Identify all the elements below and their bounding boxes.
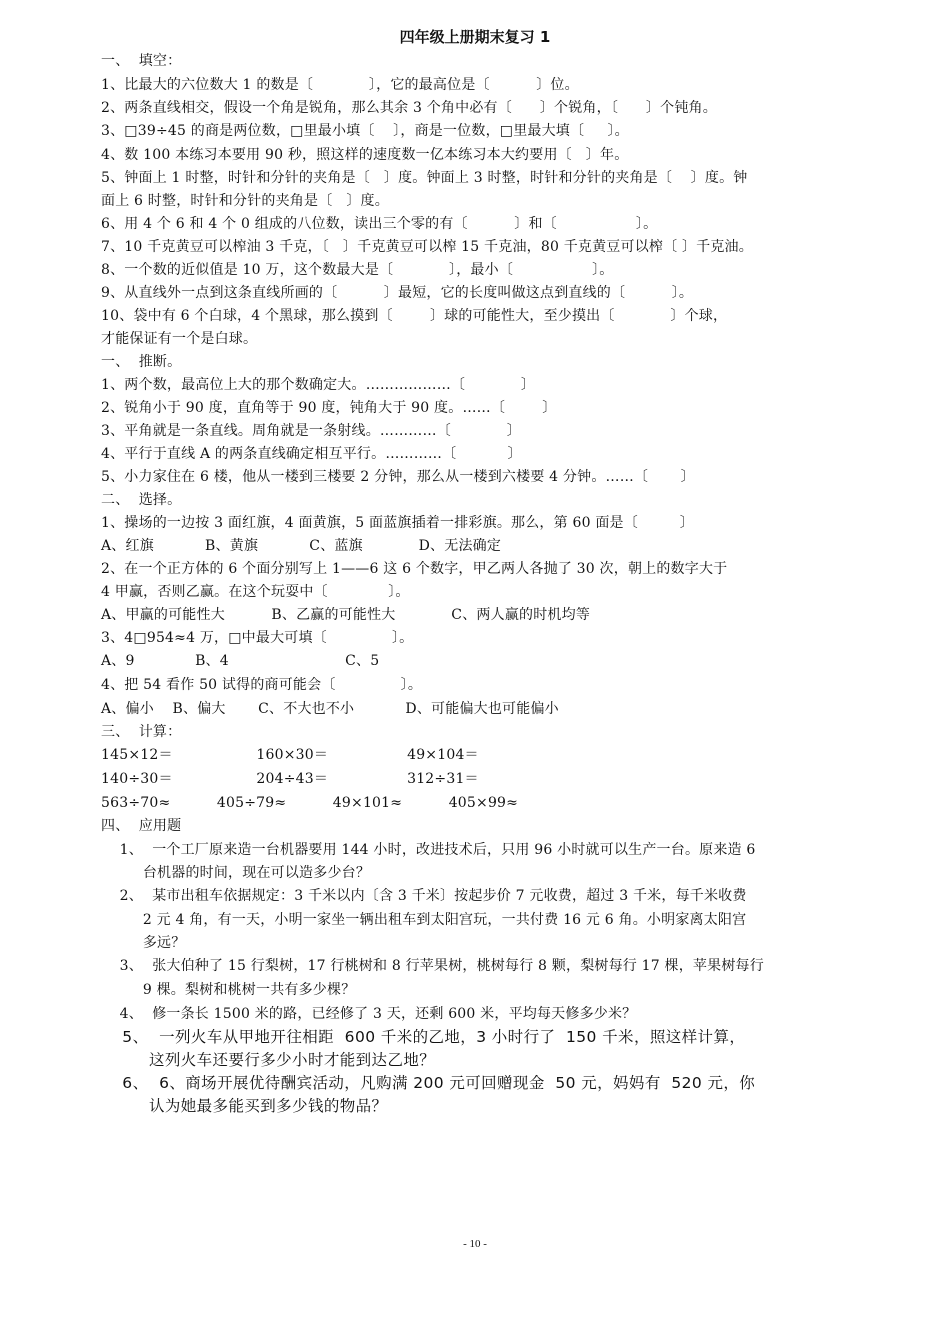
fill-question: 7、10 千克黄豆可以榨油 3 千克，〔 〕千克黄豆可以榨 15 千克油，80 千克黄豆可以榨〔 〕千克油。 (101, 239, 753, 255)
apply-question-cont: 9 棵。梨树和桃树一共有多少棵？ (101, 982, 356, 998)
apply-question-cont: 多远？ (101, 935, 186, 951)
calc-row: 145×12＝ 160×30＝ 49×104＝ (101, 747, 479, 763)
apply-question: 5、 一列火车从甲地开往相距 600 千米的乙地，3 小时行了 150 千米，照这样计算， (101, 1028, 746, 1046)
apply-question: 6、 6、商场开展优待酬宾活动，凡购满 200 元可回赠现金 50 元，妈妈有 520 元，你 (101, 1074, 756, 1092)
fill-question: 10、袋中有 6 个白球，4 个黑球，那么摸到〔 〕球的可能性大，至少摸出〔 〕个球， (101, 308, 728, 324)
calc-row: 563÷70≈ 405÷79≈ 49×101≈ 405×99≈ (101, 795, 519, 811)
choice-question: 2、在一个正方体的 6 个面分别写上 1——6 这 6 个数字，甲乙两人各抛了 30 次，朝上的数字大于 (101, 561, 728, 577)
judge-question: 4、平行于直线 A 的两条直线确定相互平行。…………〔 〕 (101, 446, 522, 462)
apply-question: 4、 修一条长 1500 米的路，已经修了 3 天，还剩 600 米，平均每天修多少米？ (101, 1006, 637, 1022)
section-heading-choice: 二、 选择。 (101, 492, 182, 508)
choice-options: A、9 B、4 C、5 (101, 653, 380, 669)
section-heading-judge: 一、 推断。 (101, 354, 182, 370)
judge-question: 2、锐角小于 90 度，直角等于 90 度，钝角大于 90 度。……〔 〕 (101, 400, 557, 416)
fill-question: 9、从直线外一点到这条直线所画的〔 〕最短，它的长度叫做这点到直线的〔 〕。 (101, 285, 694, 301)
choice-question: 4、把 54 看作 50 试得的商可能会〔 〕。 (101, 677, 423, 693)
apply-question-cont: 认为她最多能买到多少钱的物品？ (101, 1097, 388, 1115)
choice-question-cont: 4 甲赢，否则乙赢。在这个玩耍中〔 〕。 (101, 584, 410, 600)
apply-question: 3、 张大伯种了 15 行梨树，17 行桃树和 8 行苹果树，桃树每行 8 颗，梨树每行 17 棵，苹果树每行 (101, 958, 764, 974)
apply-question-cont: 这列火车还要行多少小时才能到达乙地？ (101, 1051, 436, 1069)
choice-options: A、甲赢的可能性大 B、乙赢的可能性大 C、两人赢的时机均等 (101, 607, 591, 623)
section-heading-fill: 一、 填空： (101, 53, 182, 69)
choice-options: A、红旗 B、黄旗 C、蓝旗 D、无法确定 (101, 538, 502, 554)
page-number: - 10 - (463, 1238, 487, 1250)
fill-question-cont: 面上 6 时整，时针和分针的夹角是〔 〕度。 (101, 193, 389, 209)
calc-row: 140÷30＝ 204÷43＝ 312÷31＝ (101, 771, 479, 787)
fill-question: 4、数 100 本练习本要用 90 秒，照这样的速度数一亿本练习本大约要用〔 〕年。 (101, 147, 629, 163)
apply-question: 1、 一个工厂原来造一台机器要用 144 小时，改进技术后，只用 96 小时就可以生产一台。原来造 6 (101, 842, 756, 858)
choice-options: A、偏小 B、偏大 C、不大也不小 D、可能偏大也可能偏小 (101, 701, 559, 717)
judge-question: 1、两个数，最高位上大的那个数确定大。………………〔 〕 (101, 377, 536, 393)
judge-question: 5、小力家住在 6 楼，他从一楼到三楼要 2 分钟，那么从一楼到六楼要 4 分钟。……〔 〕 (101, 469, 695, 485)
choice-question: 3、4□954≈4 万，□中最大可填〔 〕。 (101, 630, 414, 646)
fill-question: 6、用 4 个 6 和 4 个 0 组成的八位数，读出三个零的有〔 〕和〔 〕。 (101, 216, 658, 232)
section-heading-calc: 三、 计算： (101, 724, 182, 740)
apply-question-cont: 2 元 4 角，有一天，小明一家坐一辆出租车到太阳宫玩，一共付费 16 元 6 角。小明家离太阳宫 (101, 912, 747, 928)
section-heading-apply: 四、 应用题 (101, 818, 182, 834)
fill-question: 1、比最大的六位数大 1 的数是〔 〕，它的最高位是〔 〕位。 (101, 77, 579, 93)
page-title: 四年级上册期末复习 1 (399, 28, 551, 46)
fill-question: 3、□39÷45 的商是两位数，□里最小填〔 〕，商是一位数，□里最大填〔 〕。 (101, 123, 629, 139)
fill-question: 5、钟面上 1 时整，时针和分针的夹角是〔 〕度。钟面上 3 时整，时针和分针的夹角是〔 〕度。钟 (101, 170, 748, 186)
apply-question-cont: 台机器的时间，现在可以造多少台？ (101, 865, 371, 881)
choice-question: 1、操场的一边按 3 面红旗，4 面黄旗，5 面蓝旗插着一排彩旗。那么，第 60 面是〔 〕 (101, 515, 694, 531)
fill-question: 2、两条直线相交，假设一个角是锐角，那么其余 3 个角中必有〔 〕个锐角，〔 〕个钝角。 (101, 100, 717, 116)
fill-question: 8、一个数的近似值是 10 万，这个数最大是〔 〕，最小〔 〕。 (101, 262, 614, 278)
apply-question: 2、 某市出租车依据规定：3 千米以内〔含 3 千米〕按起步价 7 元收费，超过 3 千米，每千米收费 (101, 888, 747, 904)
judge-question: 3、平角就是一条直线。周角就是一条射线。…………〔 〕 (101, 423, 521, 439)
fill-question-cont: 才能保证有一个是白球。 (101, 331, 258, 347)
